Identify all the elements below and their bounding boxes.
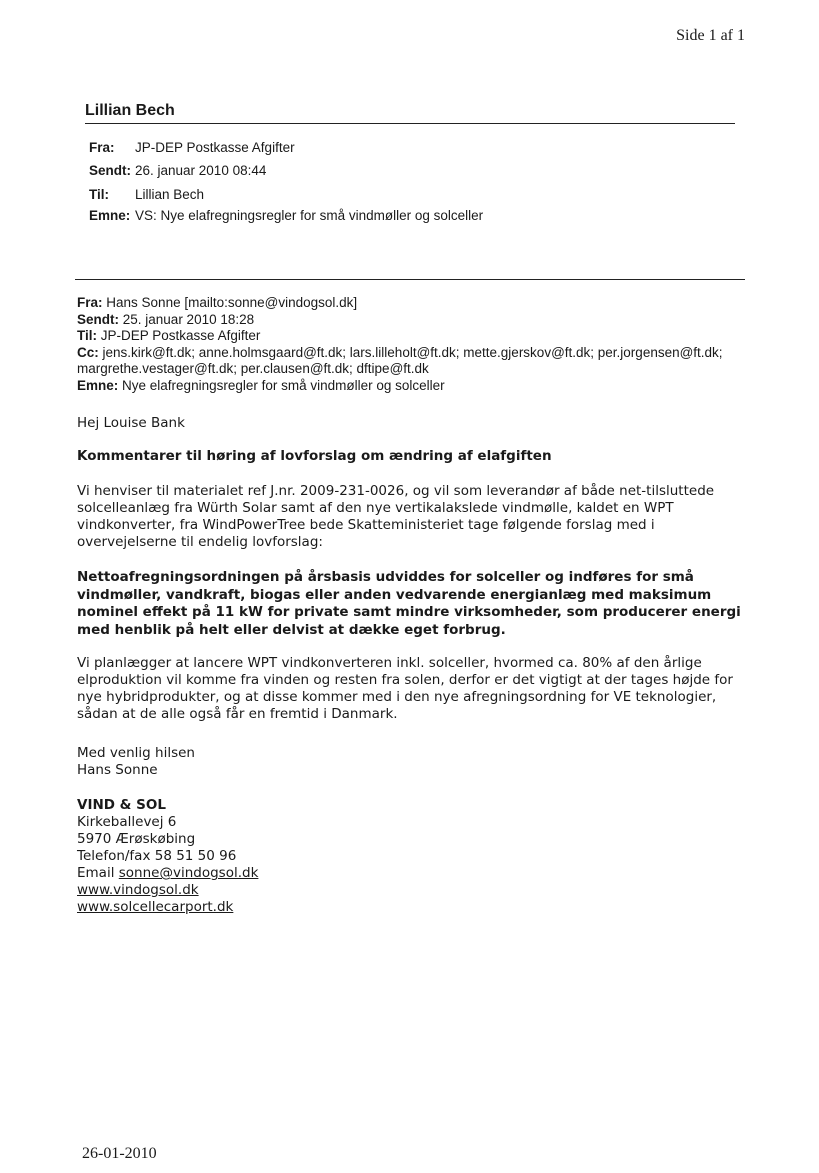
website-link-vindogsol[interactable]: www.vindogsol.dk [77, 882, 199, 898]
inner-sent-row [77, 312, 757, 329]
plan-paragraph: Vi planlægger at lancere WPT vindkonverteren inkl. solceller, hvormed ca. 80% af den årlige elproduktion vil komme fra vinden og resten fra solen, derfor er det vigtigt at der tages højde for nye hybridprodukter, og at disse kommer med i den nye afregningsordning for VE teknologier, sådan at de alle også får en fremtid i Danmark. [77, 655, 733, 722]
signature-block [77, 797, 757, 916]
email-link[interactable]: sonne@vindogsol.dk [118, 865, 259, 881]
inner-to-value: JP-DEP Postkasse Afgifter [100, 328, 261, 343]
outer-from-label: Fra: [89, 140, 115, 155]
city-address: 5970 Ærøskøbing [77, 831, 196, 847]
outer-sent-label: Sendt: [89, 163, 131, 178]
closing: Med venlig hilsen [77, 745, 195, 761]
inner-cc-row [77, 345, 757, 378]
phone-fax: Telefon/fax 58 51 50 96 [77, 848, 237, 864]
outer-from-value: JP-DEP Postkasse Afgifter [135, 140, 295, 155]
outer-sent-row [89, 163, 266, 178]
inner-to-label: Til: [77, 328, 97, 343]
inner-sent-value: 25. januar 2010 18:28 [122, 311, 255, 327]
outer-to-label: Til: [89, 187, 109, 202]
outer-to-row [89, 187, 204, 202]
company-name: VIND & SOL [77, 797, 166, 813]
inner-sent-label: Sendt: [77, 311, 119, 327]
proposal-paragraph: Nettoafregningsordningen på årsbasis udviddes for solceller og indføres for små vindmøller, vandkraft, biogas eller anden vedvarende energianlæg med maksimum nominel effekt på 11 kW for private samt mindre virksomheder, som producerer energi med henblik på helt eller delvist at dække eget forbrug. [77, 569, 741, 638]
header-divider [85, 123, 735, 124]
inner-to-row [77, 328, 757, 345]
mailbox-owner: Lillian Bech [85, 102, 175, 119]
inner-header [77, 295, 757, 394]
street-address: Kirkeballevej 6 [77, 814, 177, 830]
inner-from-value: Hans Sonne [mailto:sonne@vindogsol.dk] [106, 295, 358, 310]
email-row [77, 865, 757, 882]
website-link-solcellecarport[interactable]: www.solcellecarport.dk [77, 899, 234, 915]
forward-divider [75, 279, 745, 280]
outer-subject-value: VS: Nye elafregningsregler for små vindmøller og solceller [135, 208, 484, 223]
inner-from-label: Fra: [77, 295, 103, 310]
inner-cc-label: Cc: [77, 344, 99, 360]
intro-paragraph: Vi henviser til materialet ref J.nr. 2009-231-0026, og vil som leverandør af både net-tilsluttede solcelleanlæg fra Würth Solar samt af den nye vertikalakslede vindmølle, kaldet en WPT vindkonverter, fra WindPowerTree bede Skatteministeriet tage følgende forslag med i overvejelserne til endelig lovforslag: [77, 483, 715, 550]
inner-subject-value: Nye elafregningsregler for små vindmøller og solceller [122, 377, 445, 393]
outer-to-value: Lillian Bech [135, 187, 205, 202]
message-heading: Kommentarer til høring af lovforslag om ændring af elafgiften [77, 448, 552, 464]
outer-subject-row [89, 208, 483, 223]
inner-from-row [77, 295, 757, 312]
sender-name: Hans Sonne [77, 762, 158, 778]
greeting: Hej Louise Bank [77, 415, 185, 431]
email-label: Email [77, 865, 115, 881]
footer-date: 26-01-2010 [82, 1145, 157, 1162]
page-number: Side 1 af 1 [676, 27, 745, 44]
inner-cc-value: jens.kirk@ft.dk; anne.holmsgaard@ft.dk; lars.lilleholt@ft.dk; mette.gjerskov@ft.dk; per.jorgensen@ft.dk; margrethe.vestager@ft.dk; per.clausen@ft.dk; dftipe@ft.dk [77, 344, 723, 376]
outer-sent-value: 26. januar 2010 08:44 [135, 163, 267, 178]
outer-subject-label: Emne: [89, 208, 131, 223]
outer-from-row [89, 140, 295, 155]
inner-subject-label: Emne: [77, 377, 119, 393]
inner-subject-row [77, 378, 757, 395]
